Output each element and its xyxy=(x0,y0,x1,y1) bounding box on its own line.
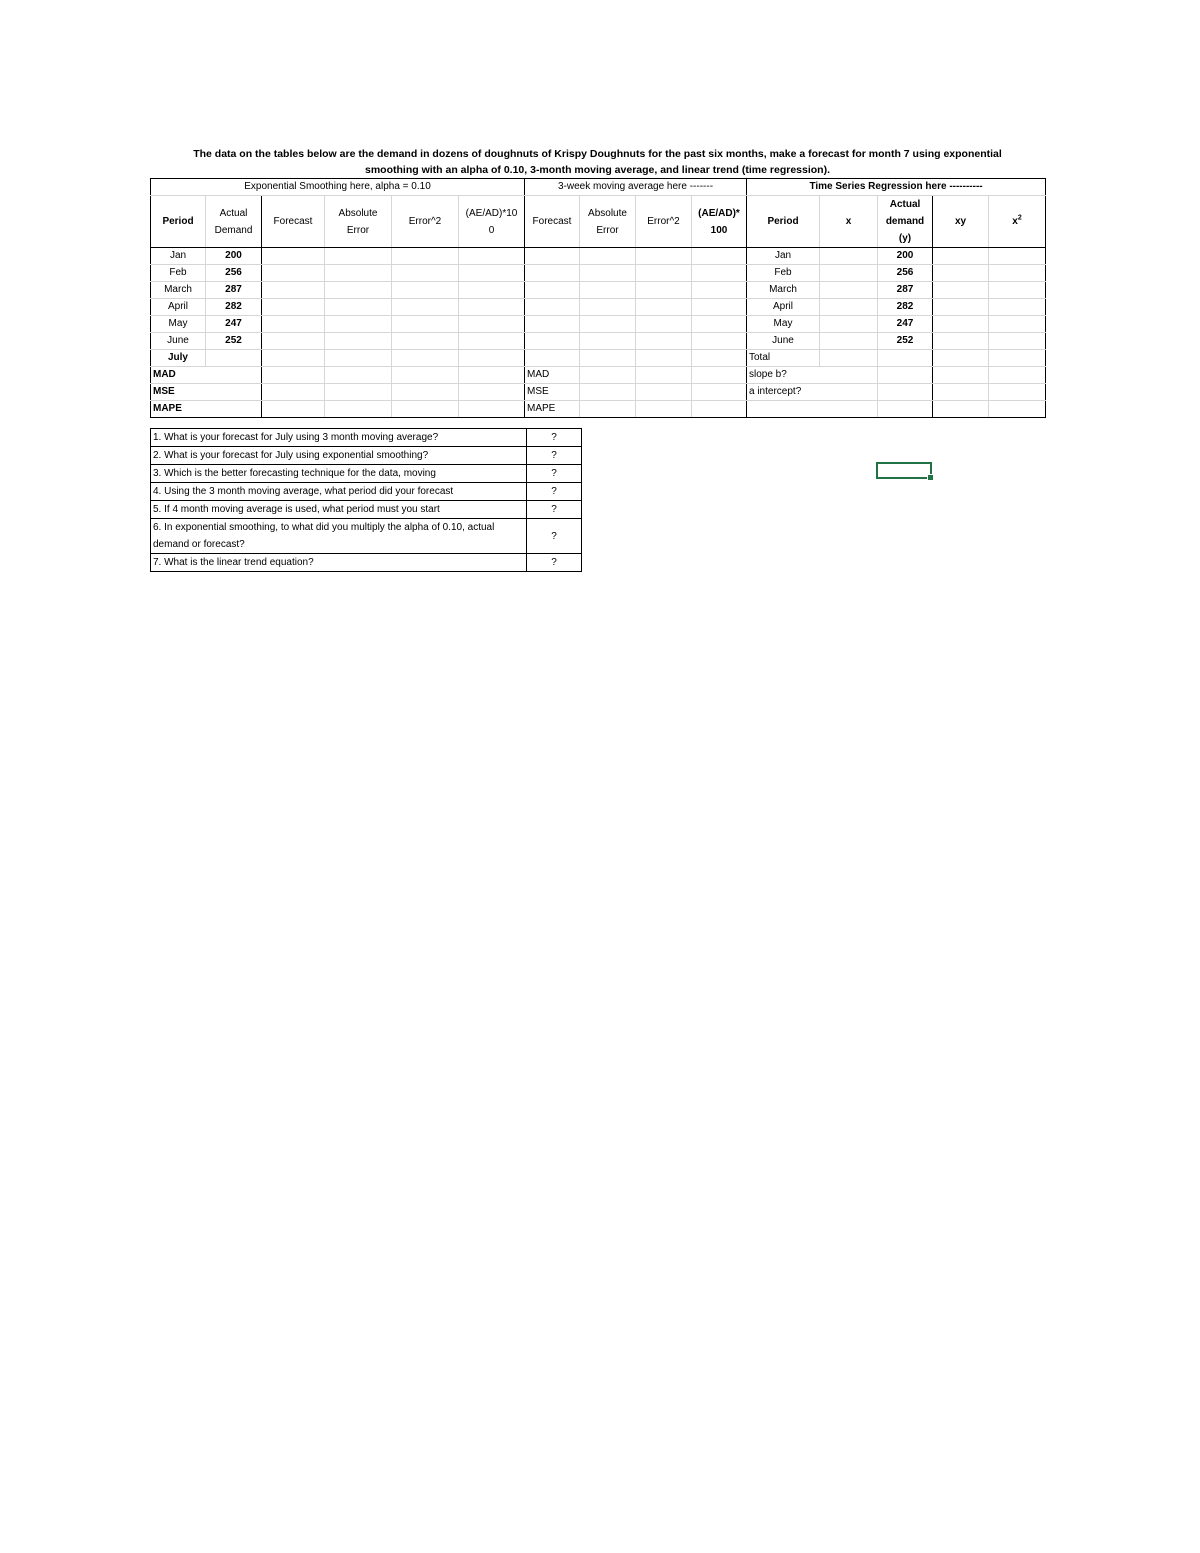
cell[interactable] xyxy=(933,248,989,265)
mse-row xyxy=(151,384,1046,401)
reg-demand-cell[interactable]: 282 xyxy=(878,299,933,316)
question-row xyxy=(151,447,582,465)
cell[interactable] xyxy=(636,333,692,350)
cell[interactable] xyxy=(459,350,525,367)
reg-x-header[interactable]: x xyxy=(820,196,878,248)
cell[interactable] xyxy=(580,248,636,265)
cell[interactable] xyxy=(989,333,1046,350)
data-row xyxy=(151,299,1046,316)
reg-period-cell[interactable]: Jan xyxy=(747,248,820,265)
cell[interactable] xyxy=(392,401,459,418)
cell[interactable] xyxy=(878,367,933,384)
cell[interactable] xyxy=(392,248,459,265)
cell[interactable] xyxy=(262,265,325,282)
cell[interactable] xyxy=(636,401,692,418)
cell[interactable] xyxy=(525,265,580,282)
demand-cell[interactable]: 256 xyxy=(206,265,262,282)
cell[interactable] xyxy=(325,401,392,418)
cell[interactable] xyxy=(262,316,325,333)
reg-demand-cell[interactable]: 247 xyxy=(878,316,933,333)
actual-demand-header-l1: Actual xyxy=(219,207,248,219)
fill-handle[interactable] xyxy=(927,474,934,481)
mov-abs-error-header-l2: Error xyxy=(596,224,619,236)
cell[interactable] xyxy=(989,350,1046,367)
question-row xyxy=(151,519,582,554)
moving-average-header[interactable]: 3-week moving average here ------- xyxy=(525,179,747,196)
exp-abs-error-header-l2: Error xyxy=(346,224,370,236)
cell[interactable] xyxy=(878,350,933,367)
cell[interactable] xyxy=(459,265,525,282)
exp-ape-header-l1: (AE/AD)*10 xyxy=(465,207,518,219)
data-row xyxy=(151,248,1046,265)
exp-mape-label[interactable]: MAPE xyxy=(151,401,262,418)
cell[interactable] xyxy=(262,333,325,350)
demand-cell[interactable]: 287 xyxy=(206,282,262,299)
cell[interactable] xyxy=(392,265,459,282)
exp-ape-header[interactable] xyxy=(459,196,525,248)
reg-period-header[interactable]: Period xyxy=(747,196,820,248)
cell[interactable] xyxy=(820,248,878,265)
slope-label[interactable]: slope b? xyxy=(747,367,878,384)
mov-ape-header-l2: 100 xyxy=(710,224,728,236)
mov-mad-label[interactable]: MAD xyxy=(525,367,580,384)
cell[interactable] xyxy=(878,401,933,418)
cell[interactable] xyxy=(325,367,392,384)
reg-demand-cell[interactable]: 200 xyxy=(878,248,933,265)
question-row xyxy=(151,465,582,483)
reg-period-cell[interactable]: May xyxy=(747,316,820,333)
cell[interactable] xyxy=(933,282,989,299)
cell[interactable] xyxy=(325,350,392,367)
demand-cell[interactable]: 252 xyxy=(206,333,262,350)
mov-error-sq-header[interactable]: Error^2 xyxy=(636,196,692,248)
period-cell[interactable]: Jan xyxy=(151,248,206,265)
cell[interactable] xyxy=(636,367,692,384)
cell[interactable] xyxy=(989,265,1046,282)
selected-cell[interactable] xyxy=(876,462,932,479)
question-text[interactable]: 2. What is your forecast for July using exponential smoothing? xyxy=(151,447,527,465)
question-text[interactable]: 7. What is the linear trend equation? xyxy=(151,554,527,572)
cell[interactable] xyxy=(525,350,580,367)
cell[interactable] xyxy=(580,367,636,384)
cell[interactable] xyxy=(392,367,459,384)
cell[interactable] xyxy=(262,367,325,384)
cell[interactable] xyxy=(525,316,580,333)
cell[interactable] xyxy=(459,282,525,299)
cell[interactable] xyxy=(325,316,392,333)
cell[interactable] xyxy=(933,299,989,316)
cell[interactable] xyxy=(692,316,747,333)
cell[interactable] xyxy=(692,384,747,401)
reg-x2-base: x xyxy=(1012,216,1018,227)
reg-demand-cell[interactable]: 256 xyxy=(878,265,933,282)
answer-cell[interactable]: ? xyxy=(527,554,582,572)
cell[interactable] xyxy=(933,333,989,350)
cell[interactable] xyxy=(580,401,636,418)
cell[interactable] xyxy=(325,299,392,316)
cell[interactable] xyxy=(933,401,989,418)
reg-demand-cell[interactable]: 252 xyxy=(878,333,933,350)
cell[interactable] xyxy=(820,350,878,367)
cell[interactable] xyxy=(325,282,392,299)
reg-demand-cell[interactable]: 287 xyxy=(878,282,933,299)
cell[interactable] xyxy=(525,299,580,316)
actual-demand-header-l2: Demand xyxy=(214,224,253,236)
reg-period-cell[interactable]: March xyxy=(747,282,820,299)
cell[interactable] xyxy=(692,401,747,418)
cell[interactable] xyxy=(820,265,878,282)
reg-x2-sup: 2 xyxy=(1017,214,1022,222)
instructions xyxy=(150,146,1045,178)
cell[interactable] xyxy=(692,367,747,384)
demand-cell[interactable]: 200 xyxy=(206,248,262,265)
cell[interactable] xyxy=(206,350,262,367)
mov-abs-error-header[interactable] xyxy=(580,196,636,248)
exp-abs-error-header-l1: Absolute xyxy=(338,207,378,219)
cell[interactable] xyxy=(459,333,525,350)
data-row xyxy=(151,316,1046,333)
total-label[interactable]: Total xyxy=(747,350,820,367)
cell[interactable] xyxy=(392,350,459,367)
cell[interactable] xyxy=(392,299,459,316)
cell[interactable] xyxy=(636,248,692,265)
cell[interactable] xyxy=(580,316,636,333)
cell[interactable] xyxy=(392,282,459,299)
cell[interactable] xyxy=(989,384,1046,401)
data-row xyxy=(151,333,1046,350)
cell[interactable] xyxy=(692,350,747,367)
question-row xyxy=(151,554,582,572)
cell[interactable] xyxy=(262,350,325,367)
reg-period-cell[interactable]: Feb xyxy=(747,265,820,282)
period-cell[interactable]: May xyxy=(151,316,206,333)
cell[interactable] xyxy=(636,316,692,333)
cell[interactable] xyxy=(459,316,525,333)
exp-mse-label[interactable]: MSE xyxy=(151,384,262,401)
reg-x2-header[interactable] xyxy=(989,196,1046,248)
cell[interactable] xyxy=(692,333,747,350)
exp-error-sq-header[interactable]: Error^2 xyxy=(392,196,459,248)
cell[interactable] xyxy=(747,401,878,418)
cell[interactable] xyxy=(820,282,878,299)
cell[interactable] xyxy=(325,333,392,350)
cell[interactable] xyxy=(525,282,580,299)
cell[interactable] xyxy=(525,248,580,265)
cell[interactable] xyxy=(933,367,989,384)
cell[interactable] xyxy=(933,384,989,401)
reg-actual-header[interactable] xyxy=(878,196,933,248)
cell[interactable] xyxy=(989,248,1046,265)
cell[interactable] xyxy=(459,299,525,316)
question-row xyxy=(151,501,582,519)
july-row xyxy=(151,350,1046,367)
cell[interactable] xyxy=(989,367,1046,384)
cell[interactable] xyxy=(692,282,747,299)
cell[interactable] xyxy=(933,265,989,282)
mov-ape-header-l1: (AE/AD)* xyxy=(698,207,740,219)
cell[interactable] xyxy=(580,265,636,282)
cell[interactable] xyxy=(636,350,692,367)
questions-table xyxy=(150,428,582,572)
mad-row xyxy=(151,367,1046,384)
cell[interactable] xyxy=(636,384,692,401)
period-cell[interactable]: June xyxy=(151,333,206,350)
cell[interactable] xyxy=(580,282,636,299)
cell[interactable] xyxy=(820,316,878,333)
exp-abs-error-header[interactable] xyxy=(325,196,392,248)
cell[interactable] xyxy=(459,367,525,384)
exp-mad-label[interactable]: MAD xyxy=(151,367,262,384)
reg-xy-header[interactable]: xy xyxy=(933,196,989,248)
cell[interactable] xyxy=(525,333,580,350)
reg-actual-header-l1: Actual xyxy=(889,199,921,210)
exp-ape-header-l2: 0 xyxy=(488,224,495,236)
cell[interactable] xyxy=(459,401,525,418)
mov-mape-label[interactable]: MAPE xyxy=(525,401,580,418)
demand-cell[interactable]: 247 xyxy=(206,316,262,333)
cell[interactable] xyxy=(820,299,878,316)
cell[interactable] xyxy=(392,316,459,333)
question-text[interactable]: 1. What is your forecast for July using 3 month moving average? xyxy=(151,429,527,447)
demand-cell[interactable]: 282 xyxy=(206,299,262,316)
mov-forecast-header[interactable]: Forecast xyxy=(525,196,580,248)
cell[interactable] xyxy=(933,316,989,333)
cell[interactable] xyxy=(459,384,525,401)
reg-period-cell[interactable]: April xyxy=(747,299,820,316)
reg-actual-header-l3: (y) xyxy=(898,233,912,244)
cell[interactable] xyxy=(878,384,933,401)
cell[interactable] xyxy=(325,248,392,265)
cell[interactable] xyxy=(933,350,989,367)
cell[interactable] xyxy=(392,384,459,401)
regression-header[interactable]: Time Series Regression here ---------- xyxy=(747,179,1046,196)
cell[interactable] xyxy=(692,265,747,282)
instructions-line-1: The data on the tables below are the demand in dozens of doughnuts of Krispy Doughnuts for the past six months, make a forecast for month 7 using exponential xyxy=(193,148,1002,160)
reg-period-cell[interactable]: June xyxy=(747,333,820,350)
question-row xyxy=(151,483,582,501)
mape-row xyxy=(151,401,1046,418)
answer-cell[interactable]: ? xyxy=(527,447,582,465)
period-cell[interactable]: March xyxy=(151,282,206,299)
cell[interactable] xyxy=(459,248,525,265)
question-text[interactable]: 3. Which is the better forecasting technique for the data, moving xyxy=(151,465,527,483)
period-cell[interactable]: Feb xyxy=(151,265,206,282)
intercept-label[interactable]: a intercept? xyxy=(747,384,878,401)
cell[interactable] xyxy=(262,384,325,401)
reg-actual-header-l2: demand xyxy=(885,216,925,227)
answer-cell[interactable]: ? xyxy=(527,483,582,501)
cell[interactable] xyxy=(262,299,325,316)
cell[interactable] xyxy=(262,401,325,418)
cell[interactable] xyxy=(636,265,692,282)
answer-cell[interactable]: ? xyxy=(527,429,582,447)
mov-ape-header[interactable] xyxy=(692,196,747,248)
exp-forecast-header[interactable]: Forecast xyxy=(262,196,325,248)
cell[interactable] xyxy=(989,299,1046,316)
question-row xyxy=(151,429,582,447)
cell[interactable] xyxy=(262,248,325,265)
cell[interactable] xyxy=(692,248,747,265)
cell[interactable] xyxy=(989,401,1046,418)
cell[interactable] xyxy=(580,384,636,401)
question-text[interactable]: 5. If 4 month moving average is used, what period must you start xyxy=(151,501,527,519)
cell[interactable] xyxy=(262,282,325,299)
cell[interactable] xyxy=(636,299,692,316)
cell[interactable] xyxy=(692,299,747,316)
july-label[interactable]: July xyxy=(151,350,206,367)
cell[interactable] xyxy=(325,265,392,282)
period-header[interactable]: Period xyxy=(151,196,206,248)
instructions-line-2: smoothing with an alpha of 0.10, 3-month moving average, and linear trend (time regression). xyxy=(365,164,830,176)
exp-smoothing-header[interactable]: Exponential Smoothing here, alpha = 0.10 xyxy=(151,179,525,196)
mov-abs-error-header-l1: Absolute xyxy=(588,207,627,219)
cell[interactable] xyxy=(580,333,636,350)
cell[interactable] xyxy=(989,316,1046,333)
answer-cell[interactable]: ? xyxy=(527,501,582,519)
data-row xyxy=(151,282,1046,299)
cell[interactable] xyxy=(325,384,392,401)
cell[interactable] xyxy=(580,350,636,367)
data-row xyxy=(151,265,1046,282)
question-text[interactable]: 6. In exponential smoothing, to what did you multiply the alpha of 0.10, actual demand or forecast? xyxy=(151,519,527,554)
cell[interactable] xyxy=(580,299,636,316)
cell[interactable] xyxy=(820,333,878,350)
actual-demand-header[interactable] xyxy=(206,196,262,248)
period-cell[interactable]: April xyxy=(151,299,206,316)
answer-cell[interactable]: ? xyxy=(527,519,582,554)
answer-cell[interactable]: ? xyxy=(527,465,582,483)
forecast-table xyxy=(150,178,1046,418)
cell[interactable] xyxy=(989,282,1046,299)
mov-mse-label[interactable]: MSE xyxy=(525,384,580,401)
cell[interactable] xyxy=(636,282,692,299)
question-text[interactable]: 4. Using the 3 month moving average, what period did your forecast xyxy=(151,483,527,501)
cell[interactable] xyxy=(392,333,459,350)
